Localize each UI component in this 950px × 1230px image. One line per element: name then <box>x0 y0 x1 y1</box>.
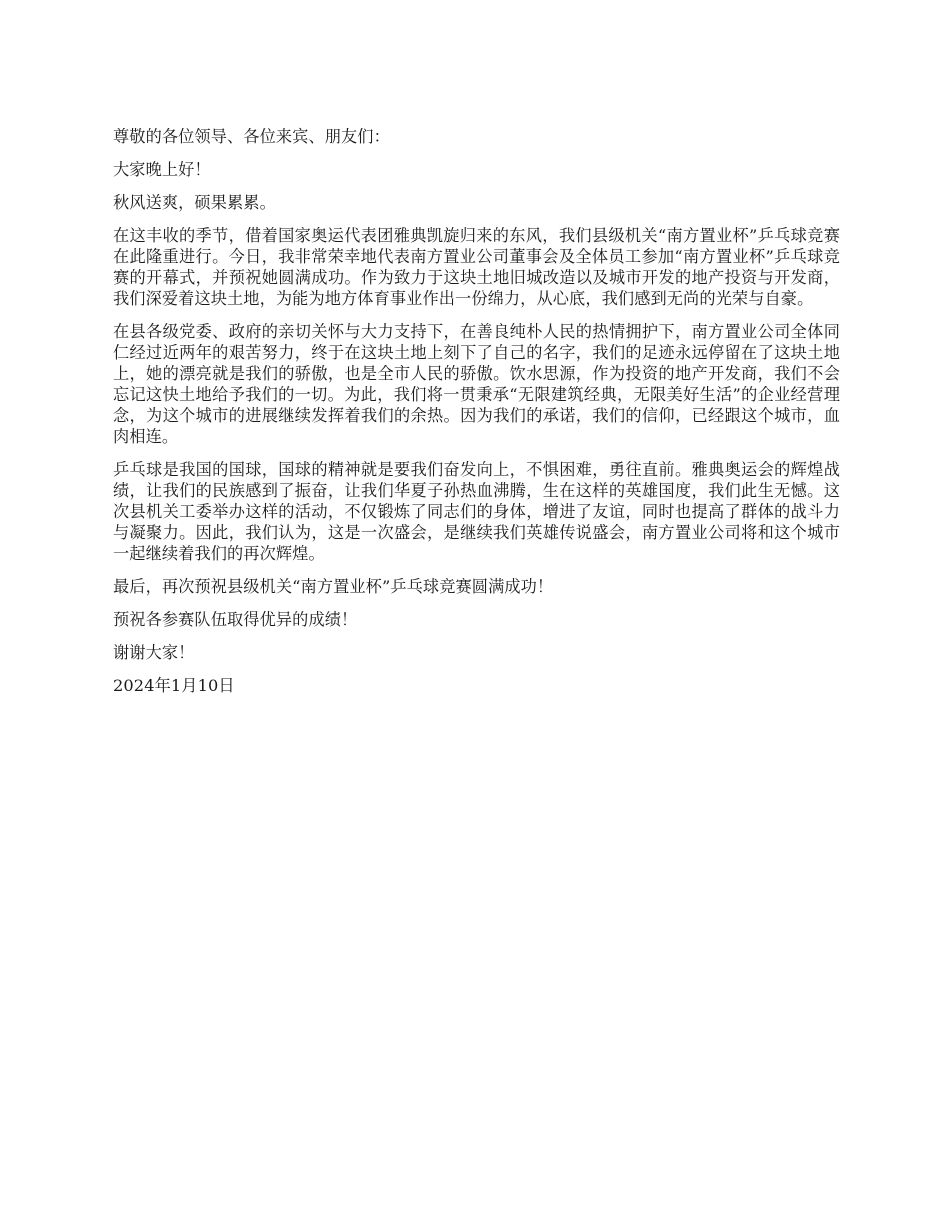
date-line: 2024年1月10日 <box>113 676 235 695</box>
speech-body <box>113 126 840 708</box>
paragraph-1: 在这丰收的季节，借着国家奥运代表团雅典凯旋归来的东风，我们县级机关“南方置业杯”乒乓球竞赛在此隆重进行。今日，我非常荣幸地代表南方置业公司董事会及全体员工参加“南方置业杯”乒乓球竞赛的开幕式，并预祝她圆满成功。作为致力于这块土地旧城改造以及城市开发的地产投资与开发商，我们深爱着这块土地，为能为地方体育事业作出一份绵力，从心底，我们感到无尚的光荣与自豪。 <box>113 226 840 308</box>
closing-wish: 最后，再次预祝县级机关“南方置业杯”乒乓球竞赛圆满成功！ <box>113 577 554 596</box>
paragraph-2: 在县各级党委、政府的亲切关怀与大力支持下，在善良纯朴人民的热情拥护下，南方置业公司全体同仁经过近两年的艰苦努力，终于在这块土地上刻下了自己的名字，我们的足迹永远停留在了这块土地上，她的漂亮就是我们的骄傲，也是全市人民的骄傲。饮水思源，作为投资的地产开发商，我们不会忘记这快土地给予我们的一切。为此，我们将一贯秉承“无限建筑经典，无限美好生活”的企业经营理念，为这个城市的进展继续发挥着我们的余热。因为我们的承诺，我们的信仰，已经跟这个城市，血肉相连。 <box>113 322 840 446</box>
thanks-line: 谢谢大家！ <box>113 643 195 662</box>
paragraph-3: 乒乓球是我国的国球，国球的精神就是要我们奋发向上，不惧困难，勇往直前。雅典奥运会的辉煌战绩，让我们的民族感到了振奋，让我们华夏子孙热血沸腾，生在这样的英雄国度，我们此生无憾。这次县机关工委举办这样的活动，不仅锻炼了同志们的身体，增进了友谊，同时也提高了群体的战斗力与凝聚力。因此，我们认为，这是一次盛会，是继续我们英雄传说盛会，南方置业公司将和这个城市一起继续着我们的再次辉煌。 <box>113 460 840 563</box>
salutation: 尊敬的各位领导、各位来宾、朋友们： <box>113 127 390 146</box>
greeting: 大家晚上好！ <box>113 160 211 179</box>
opening-line: 秋风送爽，硕果累累。 <box>113 193 276 212</box>
team-wish: 预祝各参赛队伍取得优异的成绩！ <box>113 610 358 629</box>
